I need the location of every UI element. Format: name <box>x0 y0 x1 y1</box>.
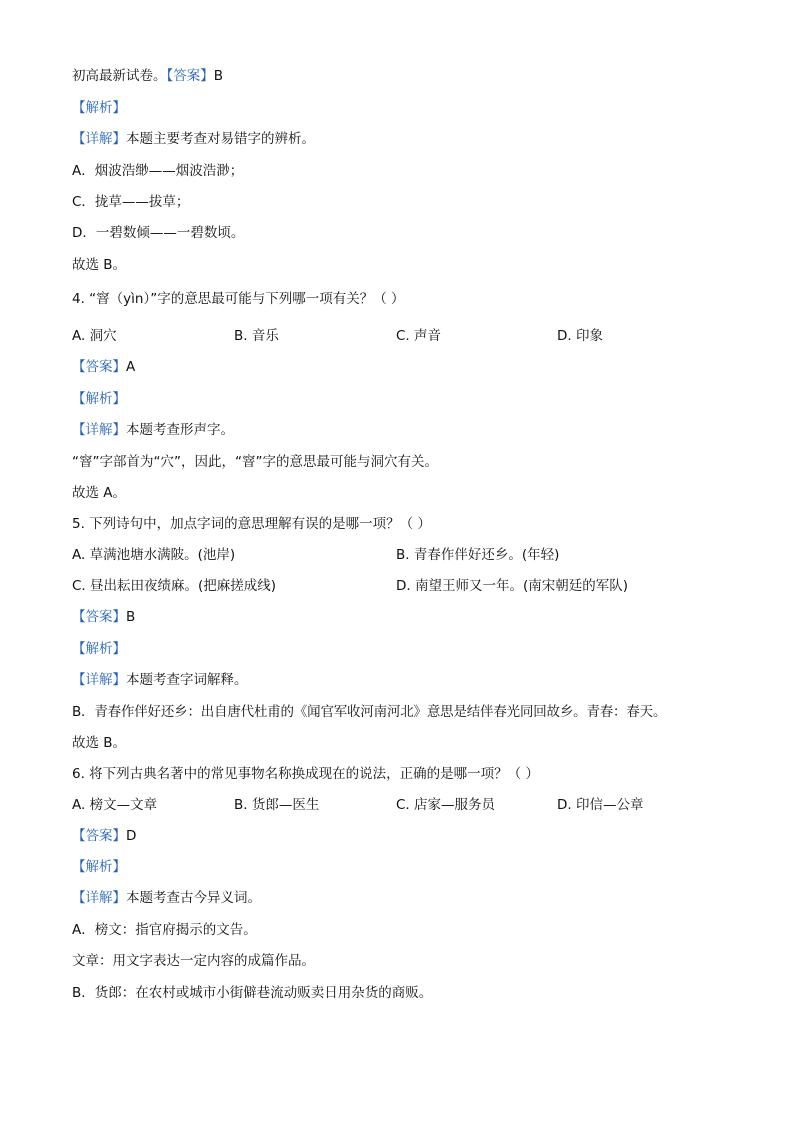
q5-option-a: A. 草满池塘水满陂。(池岸) <box>72 547 236 563</box>
q4-option-c: C. 声音 <box>396 328 442 344</box>
q4-option-a: A. 洞穴 <box>72 328 117 344</box>
q5-option-c: C. 昼出耘田夜绩麻。(把麻搓成线) <box>72 578 277 594</box>
q6-detail <box>72 888 261 908</box>
q4-detail <box>72 420 234 440</box>
q6-explanation-b: B．货郎：在农村或城市小街僻巷流动贩卖日用杂货的商贩。 <box>72 985 433 1001</box>
q6-analysis-tag: 【解析】 <box>72 859 126 875</box>
q6-option-c: C. 店家—服务员 <box>396 797 496 813</box>
q6-answer <box>72 826 136 846</box>
q5-option-d: D. 南望王师又一年。(南宋朝廷的军队) <box>396 578 629 594</box>
q4-stem: 4. “窨（yìn）”字的意思最可能与下列哪一项有关？（ ） <box>72 291 405 307</box>
q4-answer-value: A <box>126 359 136 375</box>
q5-stem: 5. 下列诗句中，加点字词的意思理解有误的是哪一项？（ ） <box>72 516 431 532</box>
q4-answer <box>72 357 135 377</box>
q5-detail-text: 本题考查字词解释。 <box>126 672 248 688</box>
q5-conclusion: 故选 B。 <box>72 735 127 751</box>
q6-option-a: A. 榜文—文章 <box>72 797 158 813</box>
analysis-tag: 【解析】 <box>72 100 126 116</box>
q4-detail-text: 本题考查形声字。 <box>126 422 234 438</box>
detail-text: 本题主要考查对易错字的辨析。 <box>126 131 315 147</box>
detail-tag: 【详解】 <box>72 131 126 147</box>
q6-detail-tag: 【详解】 <box>72 890 126 906</box>
answer-tag: 【答案】 <box>166 68 214 84</box>
conclusion: 故选 B。 <box>72 257 127 273</box>
q6-answer-value: D <box>126 828 137 844</box>
answer-value: B <box>213 68 224 84</box>
q5-answer-value: B <box>126 609 136 625</box>
q5-analysis-tag: 【解析】 <box>72 641 126 657</box>
q5-explanation: B．青春作伴好还乡：出自唐代杜甫的《闻官军收河南河北》意思是结伴春光同回故乡。青春：春天。 <box>72 704 667 720</box>
q6-explanation-a: A．榜文：指官府揭示的文告。 <box>72 922 257 938</box>
explanation-d: D．一碧数倾——一碧数顷。 <box>72 225 245 241</box>
q4-option-d: D. 印象 <box>557 328 603 344</box>
q6-option-b: B. 货郎—医生 <box>234 797 320 813</box>
explanation-a: A．烟波浩缈——烟波浩渺； <box>72 163 244 179</box>
q4-analysis-tag: 【解析】 <box>72 391 126 407</box>
q6-detail-text: 本题考查古今异义词。 <box>126 890 261 906</box>
intro-answer-line <box>72 66 223 86</box>
q4-explanation: “窨”字部首为“穴”，因此，“窨”字的意思最可能与洞穴有关。 <box>72 454 438 470</box>
q6-explanation-wenzhang: 文章：用文字表达一定内容的成篇作品。 <box>72 953 315 969</box>
intro-text: 初高最新试卷。 <box>72 68 167 84</box>
q4-conclusion: 故选 A。 <box>72 485 127 501</box>
q5-option-b: B. 青春作伴好还乡。(年轻) <box>396 547 560 563</box>
q5-detail-tag: 【详解】 <box>72 672 126 688</box>
q5-detail <box>72 670 248 690</box>
q6-stem: 6. 将下列古典名著中的常见事物名称换成现在的说法，正确的是哪一项？（ ） <box>72 766 539 782</box>
q6-option-d: D. 印信—公章 <box>557 797 644 813</box>
q4-option-b: B. 音乐 <box>234 328 279 344</box>
q5-answer <box>72 607 135 627</box>
q5-answer-tag: 【答案】 <box>72 609 126 625</box>
q4-answer-tag: 【答案】 <box>72 359 126 375</box>
explanation-c: C．拢草——拔草； <box>72 194 190 210</box>
detail-line <box>72 129 315 149</box>
q4-detail-tag: 【详解】 <box>72 422 126 438</box>
q6-answer-tag: 【答案】 <box>72 828 126 844</box>
